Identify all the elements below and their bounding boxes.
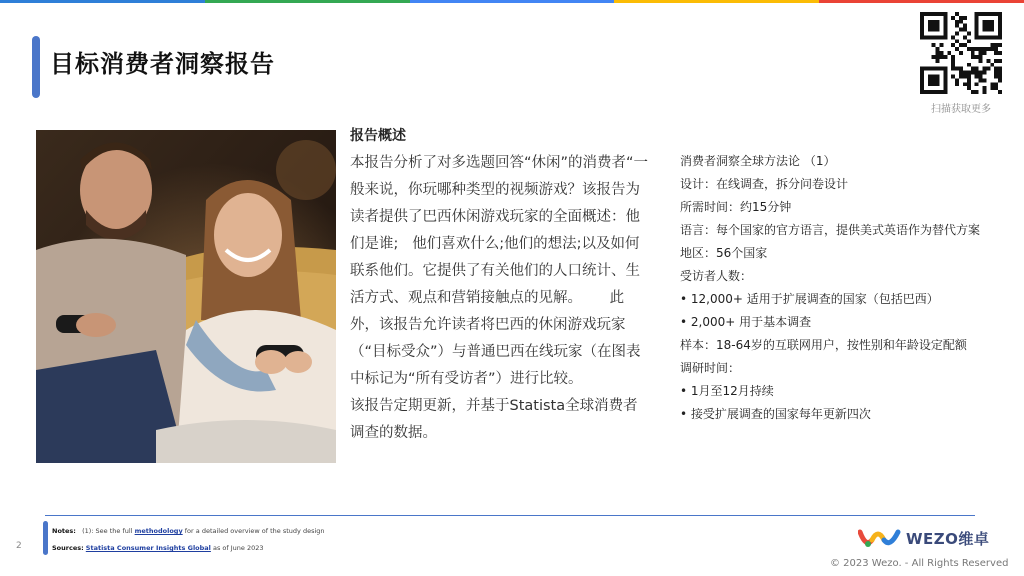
methodology-list bbox=[680, 150, 1020, 426]
footer-accent-bar bbox=[43, 521, 48, 555]
top-color-segment bbox=[614, 0, 819, 3]
methodology-bullet: • 2,000+ 用于基本调查 bbox=[680, 315, 812, 329]
page-title: 目标消费者洞察报告 bbox=[50, 50, 275, 78]
qr-code[interactable] bbox=[920, 12, 1002, 94]
logo-text: WEZO维卓 bbox=[906, 529, 990, 548]
notes-label: Notes: bbox=[52, 527, 76, 535]
footer-divider bbox=[45, 515, 975, 516]
methodology-line: 调研时间： bbox=[680, 361, 741, 375]
wezo-logo-icon bbox=[858, 526, 902, 550]
sources-text: as of June 2023 bbox=[212, 544, 264, 552]
methodology-line: 受访者人数： bbox=[680, 269, 753, 283]
methodology-line: 所需时间：约15分钟 bbox=[680, 200, 792, 214]
top-color-segment bbox=[205, 0, 410, 3]
top-color-segment bbox=[410, 0, 615, 3]
methodology-title: 消费者洞察全球方法论 （1） bbox=[680, 154, 836, 168]
page-number: 2 bbox=[16, 541, 22, 551]
top-color-segment bbox=[0, 0, 205, 3]
methodology-bullet: • 接受扩展调查的国家每年更新四次 bbox=[680, 407, 871, 421]
methodology-link[interactable]: methodology bbox=[134, 527, 183, 535]
overview-paragraph: 该报告定期更新，并基于Statista全球消费者调查的数据。 bbox=[350, 398, 638, 441]
methodology-line: 地区：56个国家 bbox=[680, 246, 768, 260]
methodology-line: 样本：18-64岁的互联网用户，按性别和年龄设定配额 bbox=[680, 338, 967, 352]
title-accent-bar bbox=[32, 36, 40, 98]
overview-body bbox=[350, 150, 650, 447]
top-color-segment bbox=[819, 0, 1024, 3]
sources-label: Sources: bbox=[52, 544, 84, 552]
sources-link[interactable]: Statista Consumer Insights Global bbox=[85, 544, 211, 552]
methodology-line: 语言：每个国家的官方语言，提供美式英语作为替代方案 bbox=[680, 223, 981, 237]
methodology-line: 设计：在线调查，拆分问卷设计 bbox=[680, 177, 849, 191]
methodology-bullet: • 12,000+ 适用于扩展调查的国家（包括巴西） bbox=[680, 292, 939, 306]
wezo-logo bbox=[858, 526, 989, 550]
notes-text: (1): See the full bbox=[82, 527, 133, 535]
gamers-photo bbox=[36, 130, 336, 463]
overview-paragraph: 本报告分析了对多选题回答“休闲”的消费者“一般来说，你玩哪种类型的视频游戏？该报告为读者提供了巴西休闲游戏玩家的全面概述：他们是谁; 他们喜欢什么;他们的想法;以及如何联系他们。它提供了有关他们的人口统计、生活方式、观点和营销接触点的见解。 此外，该报告允许读者将巴西的休闲游戏玩家（“目标受众”）与普通巴西在线玩家（在图表中标记为“所有受访者”）进行比较。 bbox=[350, 155, 649, 387]
methodology-bullet: • 1月至12月持续 bbox=[680, 384, 774, 398]
footer-sources bbox=[52, 544, 264, 552]
qr-caption: 扫描获取更多 bbox=[931, 104, 991, 115]
footer-notes bbox=[52, 527, 325, 535]
copyright: © 2023 Wezo. - All Rights Reserved bbox=[830, 558, 1009, 569]
notes-text: for a detailed overview of the study design bbox=[184, 527, 325, 535]
overview-heading: 报告概述 bbox=[350, 128, 406, 144]
top-color-bar bbox=[0, 0, 1024, 3]
